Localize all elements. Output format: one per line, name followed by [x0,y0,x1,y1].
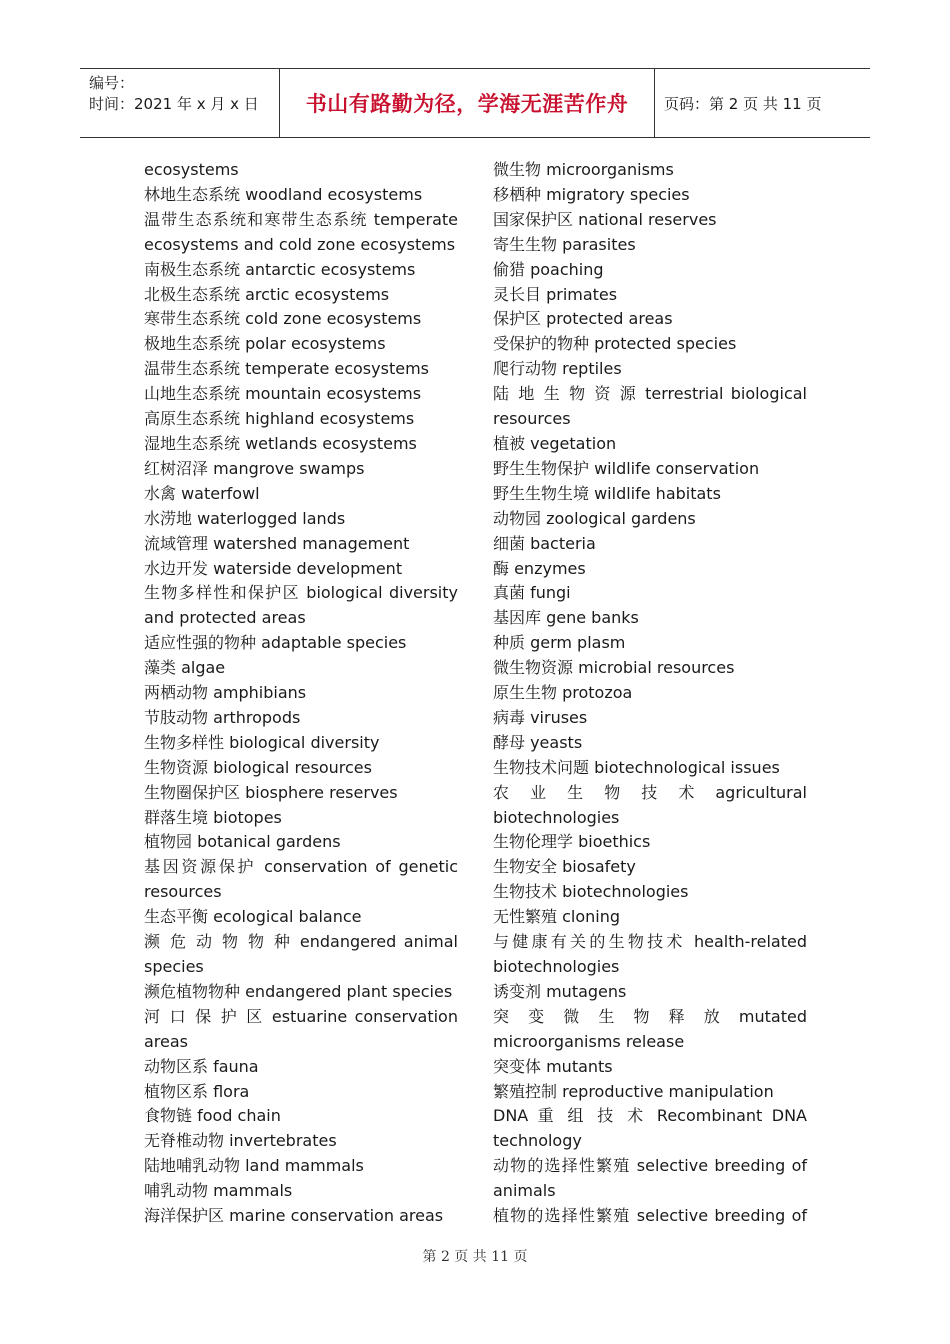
glossary-line: 诱变剂 mutagens [493,981,627,1001]
glossary-line: 微生物 microorganisms [493,160,674,179]
glossary-line: resources [144,882,222,902]
glossary-line: 真菌 fungi [493,583,571,603]
glossary-line: 种质 germ plasm [493,633,626,653]
glossary-line: microorganisms release [493,1031,685,1051]
glossary-line: 两栖动物 amphibians [144,683,307,703]
glossary-line: 移栖种 migratory species [493,184,690,204]
glossary-line: 水涝地 waterlogged lands [144,508,346,528]
glossary-line: 植物区系 flora [144,1081,250,1101]
glossary-line: 适应性强的物种 adaptable species [144,633,407,653]
glossary-line: 生物技术问题 biotechnological issues [493,757,780,777]
glossary-line: 群落生境 biotopes [144,807,282,827]
glossary-line: 无性繁殖 cloning [493,907,621,927]
glossary-line: 国家保护区 national reserves [493,209,717,229]
glossary-line: 河 口 保 护 区 estuarine conservation [144,1006,458,1026]
glossary-line: 野生生物保护 wildlife conservation [493,458,760,478]
page-header [80,68,870,138]
glossary-line: biotechnologies [493,807,620,827]
glossary-line: 生物资源 biological resources [144,757,372,777]
glossary-line: biotechnologies [493,957,620,976]
page-footer: 第 2 页 共 11 页 [422,1249,528,1265]
glossary-line: 食物链 food chain [144,1106,281,1126]
glossary-line: 酵母 yeasts [493,732,583,752]
glossary-line: 无脊椎动物 invertebrates [144,1131,337,1151]
glossary-line: 寒带生态系统 cold zone ecosystems [144,309,422,329]
glossary-column-right [493,158,807,1229]
glossary-line: 植物的选择性繁殖 selective breeding of [493,1206,807,1226]
glossary-line: 动物区系 fauna [144,1056,259,1076]
document-date: 时间：2021 年 x 月 x 日 [89,95,259,113]
glossary-line: 动物的选择性繁殖 selective breeding of [493,1156,807,1176]
glossary-line: 林地生态系统 woodland ecosystems [144,184,423,204]
glossary-line: 陆地哺乳动物 land mammals [144,1156,364,1176]
glossary-line: 生态平衡 ecological balance [144,907,362,927]
glossary-line: 生物多样性和保护区 biological diversity [144,583,458,603]
glossary-line: 生物多样性 biological diversity [144,732,380,752]
glossary-line: 陆 地 生 物 资 源 terrestrial biological [493,384,807,404]
glossary-line: 保护区 protected areas [493,309,673,329]
glossary-line: DNA 重 组 技 术 Recombinant DNA [493,1106,807,1126]
glossary-line: species [144,957,204,976]
glossary-line: 野生生物生境 wildlife habitats [493,483,721,503]
glossary-line: 流域管理 watershed management [144,533,410,553]
glossary-column-left [144,158,458,1229]
header-page-number: 页码：第 2 页 共 11 页 [664,94,822,113]
glossary-line: 灵长目 primates [493,284,618,304]
header-meta [80,69,280,137]
glossary-line: 与健康有关的生物技术 health-related [493,932,807,952]
glossary-line: areas [144,1031,189,1051]
glossary-line: 北极生态系统 arctic ecosystems [144,284,390,304]
glossary-line: 温带生态系统和寒带生态系统 temperate [144,209,458,229]
glossary-line: 酶 enzymes [493,558,586,578]
glossary-line: 水禽 waterfowl [144,483,260,503]
glossary-line: 山地生态系统 mountain ecosystems [144,384,422,404]
glossary-line: ecosystems and cold zone ecosystems [144,234,456,254]
glossary-line: 生物安全 biosafety [493,857,636,877]
glossary-line: 生物伦理学 bioethics [493,832,651,852]
glossary-line: 濒 危 动 物 物 种 endangered animal [144,932,458,952]
glossary-line: 繁殖控制 reproductive manipulation [493,1081,774,1101]
glossary-line: resources [493,409,571,429]
glossary-line: 生物技术 biotechnologies [493,882,689,902]
glossary-line: 濒危植物物种 endangered plant species [144,981,453,1001]
glossary-line: 水边开发 waterside development [144,558,403,578]
glossary-line: 藻类 algae [144,658,226,678]
glossary-line: 病毒 viruses [493,707,588,727]
glossary-line: 爬行动物 reptiles [493,359,622,379]
glossary-line: 极地生态系统 polar ecosystems [144,334,386,354]
glossary-line: 突 变 微 生 物 释 放 mutated [493,1006,807,1026]
glossary-line: 受保护的物种 protected species [493,334,737,354]
glossary-line: ecosystems [144,160,239,179]
glossary-line: 植物园 botanical gardens [144,832,341,852]
glossary-line: 植被 vegetation [493,433,617,453]
header-motto: 书山有路勤为径，学海无涯苦作舟 [280,69,655,137]
glossary-line: 南极生态系统 antarctic ecosystems [144,259,416,279]
glossary-line: 温带生态系统 temperate ecosystems [144,359,429,379]
glossary-line: 偷猎 poaching [493,259,604,279]
glossary-line: 基因库 gene banks [493,608,639,628]
glossary-line: 微生物资源 microbial resources [493,658,735,678]
glossary-line: 红树沼泽 mangrove swamps [144,458,365,478]
glossary-line: 原生生物 protozoa [493,683,633,703]
glossary-line: 生物圈保护区 biosphere reserves [144,782,398,802]
glossary-line: 寄生生物 parasites [493,234,636,254]
glossary-line: 湿地生态系统 wetlands ecosystems [144,433,417,453]
glossary-line: 海洋保护区 marine conservation areas [144,1206,444,1226]
glossary-line: 高原生态系统 highland ecosystems [144,409,415,429]
glossary-line: 细菌 bacteria [493,533,596,553]
glossary-line: 哺乳动物 mammals [144,1181,293,1201]
document-number-label: 编号： [89,74,135,92]
glossary-line: 基因资源保护 conservation of genetic [144,857,458,877]
glossary-line: 农 业 生 物 技 术 agricultural [493,782,807,802]
glossary-line: 突变体 mutants [493,1056,613,1076]
glossary-line: technology [493,1131,582,1151]
glossary-line: 节肢动物 arthropods [144,707,301,727]
glossary-line: animals [493,1181,556,1201]
glossary-line: 动物园 zoological gardens [493,508,696,528]
glossary-line: and protected areas [144,608,306,628]
